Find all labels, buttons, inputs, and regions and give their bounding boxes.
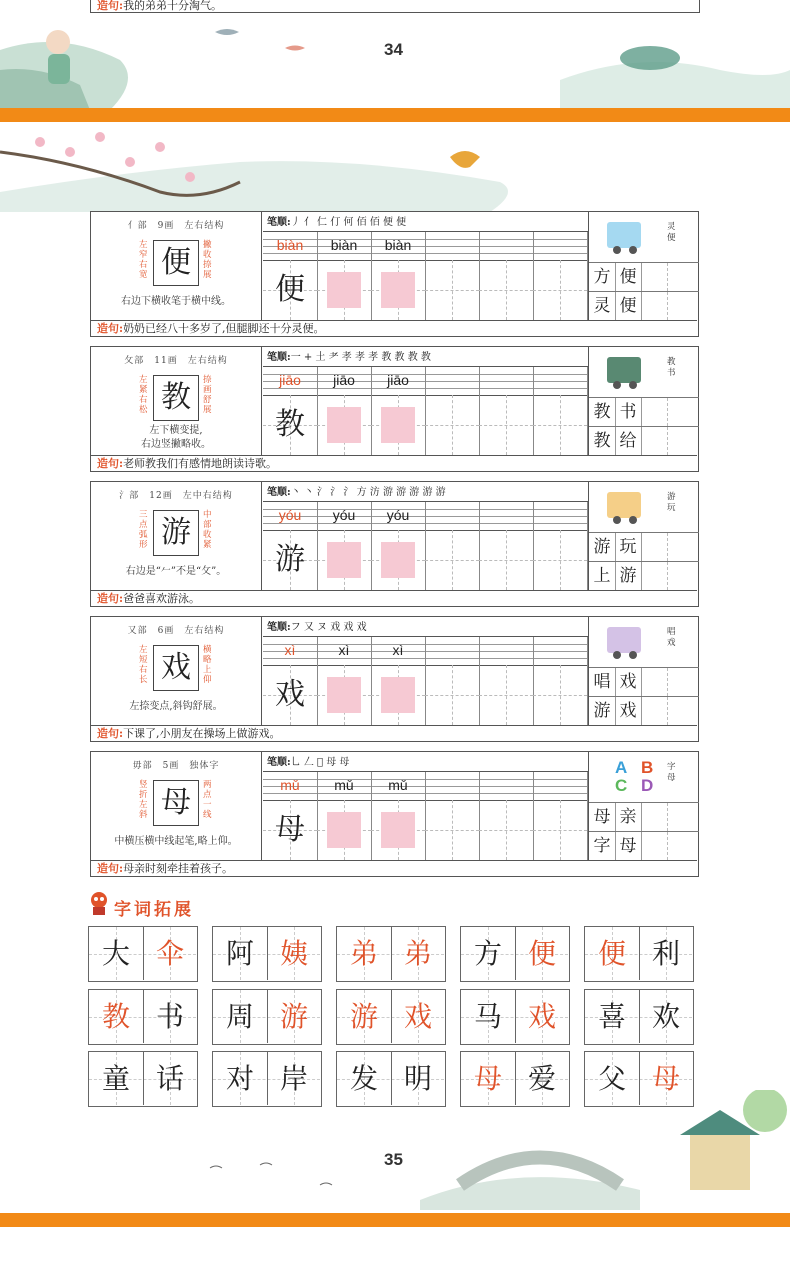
pinyin-text: mǔ xyxy=(388,777,408,793)
model-character: 教 xyxy=(275,407,305,442)
word-char: 给 xyxy=(615,427,642,455)
word-character: 对 xyxy=(213,1052,268,1105)
stroke-order xyxy=(263,349,588,367)
trace-character-2 xyxy=(381,812,415,848)
word-blank xyxy=(641,533,668,561)
writing-tip: 中横压横中线起笔,略上仰。 xyxy=(114,836,238,847)
writing-tip: 右边是“𠂉”不是“攵”。 xyxy=(125,566,227,577)
writing-note-left: 三点弧形 xyxy=(139,510,148,550)
word-box xyxy=(88,989,198,1045)
word-rows xyxy=(589,262,699,320)
sentence-label: 造句: xyxy=(97,592,124,605)
writing-cell xyxy=(479,260,534,320)
grid-dash-v xyxy=(506,260,507,320)
word-character: 姨 xyxy=(279,937,308,970)
main-character: 游 xyxy=(153,510,199,556)
pinyin-cell xyxy=(479,367,534,395)
grid-dash-v xyxy=(452,665,453,725)
word-rows xyxy=(589,397,699,455)
stroke-sequence: 丿 亻 仁 仃 何 佰 佰 便 便 xyxy=(290,217,407,228)
word-box xyxy=(336,926,446,982)
pinyin-cell xyxy=(425,367,480,395)
alphabet-illustration xyxy=(597,756,653,798)
sentence-label: 造句: xyxy=(97,862,124,875)
word-practice xyxy=(588,617,699,725)
pinyin-grid xyxy=(263,772,588,801)
word-char: 游 xyxy=(615,562,642,590)
radical-strokes-structure: 氵部 12画 左中右结构 xyxy=(119,491,233,501)
word-rows xyxy=(589,532,699,590)
stroke-sequence: 一 + 土 耂 孝 孝 孝 教 教 教 教 xyxy=(290,352,431,363)
landscape-illustration-top xyxy=(0,10,790,110)
example-sentence xyxy=(91,455,697,471)
pinyin-text: yóu xyxy=(386,507,410,523)
word-row xyxy=(589,426,699,456)
word-blank xyxy=(667,533,693,561)
word-character: 便 xyxy=(585,927,640,980)
word-character: 爱 xyxy=(527,1062,556,1095)
word-blank xyxy=(641,427,668,455)
main-character: 便 xyxy=(153,240,199,286)
character-info xyxy=(91,752,262,860)
word-char: 上 xyxy=(589,562,616,590)
stroke-order xyxy=(263,484,588,502)
alphabet-letter: C xyxy=(615,776,628,795)
sentence-text: 爸爸喜欢游泳。 xyxy=(123,592,201,605)
writing-note-right: 横略上仰 xyxy=(203,645,212,685)
writing-cell xyxy=(479,395,534,455)
pinyin-cell xyxy=(533,232,588,260)
word-character: 话 xyxy=(155,1062,184,1095)
word-character: 弟 xyxy=(337,927,392,980)
word-character: 游 xyxy=(337,990,392,1043)
stroke-label: 笔顺: xyxy=(267,217,291,228)
word-illustration xyxy=(597,216,653,258)
pinyin-text: yóu xyxy=(278,507,302,523)
word-char: 戏 xyxy=(615,697,642,725)
page-divider-bar-bottom xyxy=(0,1213,790,1227)
writing-tip: 右边竖撇略收。 xyxy=(141,439,211,450)
word-char: 母 xyxy=(615,832,642,860)
word-box xyxy=(336,989,446,1045)
word-row xyxy=(589,667,699,697)
character-info xyxy=(91,617,262,725)
writing-cell xyxy=(425,395,480,455)
grid-dash-v xyxy=(506,395,507,455)
word-blank xyxy=(667,562,693,590)
writing-cell xyxy=(479,530,534,590)
alphabet-letter: D xyxy=(641,776,654,795)
word-character: 父 xyxy=(585,1052,640,1105)
word-box xyxy=(212,989,322,1045)
word-character: 母 xyxy=(651,1062,680,1095)
stroke-label: 笔顺: xyxy=(267,487,291,498)
writing-note-right: 两点一线 xyxy=(203,780,212,820)
writing-note-left: 左紧右松 xyxy=(139,375,148,415)
word-character: 马 xyxy=(461,990,516,1043)
pinyin-text: jiāo xyxy=(333,372,355,388)
writing-cell xyxy=(479,665,534,725)
sentence-text: 下课了,小朋友在操场上做游戏。 xyxy=(123,727,281,740)
word-character: 游 xyxy=(279,1000,308,1033)
word-row xyxy=(589,696,699,726)
word-practice xyxy=(588,212,699,320)
pinyin-cell xyxy=(533,637,588,665)
trace-character-1 xyxy=(327,542,361,578)
radical-strokes-structure: 又部 6画 左右结构 xyxy=(127,626,225,636)
word-character: 明 xyxy=(403,1062,432,1095)
sentence-text: 奶奶已经八十多岁了,但腿脚还十分灵便。 xyxy=(123,322,325,335)
writing-note-left: 竖折左斜 xyxy=(139,780,148,820)
word-character: 书 xyxy=(155,1000,184,1033)
sentence-text: 我的弟弟十分淘气。 xyxy=(123,0,223,12)
stroke-order xyxy=(263,214,588,232)
pinyin-text: xì xyxy=(338,642,350,658)
word-blank xyxy=(641,803,668,831)
word-character: 便 xyxy=(527,937,556,970)
radical-strokes-structure: 攵部 11画 左右结构 xyxy=(124,356,228,366)
alphabet-letter: A xyxy=(615,758,628,777)
sentence-label: 造句: xyxy=(97,727,124,740)
word-character: 阿 xyxy=(213,927,268,980)
word-character: 童 xyxy=(89,1052,144,1105)
word-box xyxy=(460,926,570,982)
pinyin-cell xyxy=(425,232,480,260)
stroke-order xyxy=(263,754,588,772)
word-row xyxy=(589,802,699,832)
sentence-label: 造句: xyxy=(97,457,124,470)
pinyin-text: biàn xyxy=(276,237,304,253)
word-char: 母 xyxy=(589,803,616,831)
stroke-sequence: 乚 𠃋 𠄐 母 母 xyxy=(290,757,350,768)
pinyin-cell xyxy=(479,232,534,260)
alphabet-letter: B xyxy=(641,758,654,777)
word-blank xyxy=(667,427,693,455)
pinyin-text: mǔ xyxy=(334,777,354,793)
writing-tip: 左捺变点,斜钩舒展。 xyxy=(129,701,223,712)
word-row xyxy=(589,397,699,427)
word-rows xyxy=(589,667,699,725)
word-char: 玩 xyxy=(615,533,642,561)
trace-character-1 xyxy=(327,407,361,443)
model-character: 母 xyxy=(275,812,305,847)
trace-character-2 xyxy=(381,677,415,713)
word-blank xyxy=(641,398,668,426)
word-char: 方 xyxy=(589,263,616,291)
pinyin-cell xyxy=(479,637,534,665)
word-char: 便 xyxy=(615,263,642,291)
example-sentence xyxy=(91,590,697,606)
word-box xyxy=(584,989,694,1045)
pinyin-grid xyxy=(263,367,588,396)
grid-dash-v xyxy=(452,260,453,320)
writing-grid xyxy=(263,800,588,860)
word-character: 利 xyxy=(651,937,680,970)
illustration-label: 游玩 xyxy=(667,492,676,513)
page-number-35: 35 xyxy=(384,1150,403,1169)
character-card xyxy=(90,616,699,742)
trace-character-1 xyxy=(327,677,361,713)
stroke-label: 笔顺: xyxy=(267,352,291,363)
word-blank xyxy=(667,803,693,831)
writing-note-right: 撇收捺展 xyxy=(203,240,212,280)
character-info xyxy=(91,347,262,455)
pinyin-text: mǔ xyxy=(280,777,300,793)
word-row xyxy=(589,532,699,562)
pinyin-cell xyxy=(425,637,480,665)
writing-cell xyxy=(425,665,480,725)
mascot-icon xyxy=(88,890,110,916)
writing-note-right: 中部收紧 xyxy=(203,510,212,550)
character-info xyxy=(91,482,262,590)
word-character: 伞 xyxy=(155,937,184,970)
word-char: 戏 xyxy=(615,668,642,696)
word-character: 方 xyxy=(461,927,516,980)
stroke-sequence: 丶 丶 氵 氵 氵 方 汸 游 游 游 游 游 xyxy=(290,487,446,498)
pinyin-grid xyxy=(263,232,588,261)
page-number-34: 34 xyxy=(384,40,403,59)
word-char: 教 xyxy=(589,398,616,426)
writing-note-left: 左短右长 xyxy=(139,645,148,685)
grid-dash-v xyxy=(506,530,507,590)
main-character: 戏 xyxy=(153,645,199,691)
word-illustration xyxy=(597,486,653,528)
word-char: 教 xyxy=(589,427,616,455)
writing-grid xyxy=(263,530,588,590)
sentence-label: 造句: xyxy=(97,0,124,12)
pinyin-text: xì xyxy=(284,642,296,658)
grid-dash-v xyxy=(452,395,453,455)
word-char: 便 xyxy=(615,292,642,320)
writing-grid xyxy=(263,260,588,320)
word-practice xyxy=(588,482,699,590)
grid-dash-v xyxy=(506,665,507,725)
word-char: 灵 xyxy=(589,292,616,320)
word-char: 书 xyxy=(615,398,642,426)
word-char: 唱 xyxy=(589,668,616,696)
writing-cell xyxy=(425,800,480,860)
illustration-label: 字母 xyxy=(667,762,676,783)
word-blank xyxy=(667,398,693,426)
pinyin-cell xyxy=(479,502,534,530)
pinyin-text: jiāo xyxy=(387,372,409,388)
word-illustration xyxy=(597,621,653,663)
trace-character-1 xyxy=(327,272,361,308)
word-blank xyxy=(667,263,693,291)
writing-note-right: 捺画舒展 xyxy=(203,375,212,415)
pinyin-text: biàn xyxy=(384,237,412,253)
grid-dash-v xyxy=(560,530,561,590)
word-blank xyxy=(667,292,693,320)
writing-cell xyxy=(533,395,588,455)
example-sentence xyxy=(91,725,697,741)
illustration-label: 灵便 xyxy=(667,222,676,243)
pinyin-cell xyxy=(533,772,588,800)
pinyin-cell xyxy=(425,772,480,800)
stroke-order xyxy=(263,619,588,637)
pinyin-grid xyxy=(263,502,588,531)
word-blank xyxy=(641,832,668,860)
pinyin-grid xyxy=(263,637,588,666)
word-character: 母 xyxy=(461,1052,516,1105)
word-box xyxy=(584,926,694,982)
model-character: 戏 xyxy=(275,677,305,712)
word-blank xyxy=(641,697,668,725)
pinyin-text: biàn xyxy=(330,237,358,253)
writing-tip: 右边下横收笔于横中线。 xyxy=(121,296,231,307)
word-practice xyxy=(588,752,699,860)
grid-dash-v xyxy=(560,260,561,320)
illustration-label: 教书 xyxy=(667,357,676,378)
trace-character-2 xyxy=(381,407,415,443)
word-blank xyxy=(667,832,693,860)
word-row xyxy=(589,831,699,861)
grid-dash-v xyxy=(506,800,507,860)
word-blank xyxy=(641,263,668,291)
word-character: 欢 xyxy=(651,1000,680,1033)
sentence-label: 造句: xyxy=(97,322,124,335)
writing-cell xyxy=(533,260,588,320)
pinyin-cell xyxy=(479,772,534,800)
writing-cell xyxy=(533,665,588,725)
word-character: 喜 xyxy=(585,990,640,1043)
word-row xyxy=(589,561,699,591)
trace-character-2 xyxy=(381,272,415,308)
pinyin-cell xyxy=(533,502,588,530)
pinyin-text: yóu xyxy=(332,507,356,523)
writing-note-left: 左窄右宽 xyxy=(139,240,148,280)
trace-character-1 xyxy=(327,812,361,848)
example-sentence xyxy=(91,860,697,876)
blossom-branch-illustration xyxy=(0,122,790,212)
word-box xyxy=(460,989,570,1045)
example-sentence xyxy=(91,320,697,336)
word-expansion-title: 字词拓展 xyxy=(114,900,194,920)
stroke-label: 笔顺: xyxy=(267,622,291,633)
word-character: 教 xyxy=(89,990,144,1043)
main-character: 母 xyxy=(153,780,199,826)
pinyin-cell xyxy=(425,502,480,530)
word-practice xyxy=(588,347,699,455)
character-card xyxy=(90,346,699,472)
grid-dash-v xyxy=(560,395,561,455)
word-rows xyxy=(589,802,699,860)
character-card xyxy=(90,751,699,877)
pinyin-cell xyxy=(533,367,588,395)
trace-character-2 xyxy=(381,542,415,578)
page-divider-bar xyxy=(0,108,790,122)
word-blank xyxy=(641,562,668,590)
stroke-label: 笔顺: xyxy=(267,757,291,768)
model-character: 便 xyxy=(275,272,305,307)
grid-dash-v xyxy=(452,800,453,860)
character-card xyxy=(90,211,699,337)
writing-tip: 左下横变提, xyxy=(149,425,203,436)
writing-grid xyxy=(263,665,588,725)
main-character: 教 xyxy=(153,375,199,421)
grid-dash-v xyxy=(560,800,561,860)
word-char: 字 xyxy=(589,832,616,860)
stroke-sequence: フ 又 ヌ 戏 戏 戏 xyxy=(290,622,367,633)
word-blank xyxy=(641,292,668,320)
character-info xyxy=(91,212,262,320)
word-char: 游 xyxy=(589,533,616,561)
grid-dash-v xyxy=(560,665,561,725)
word-character: 戏 xyxy=(527,1000,556,1033)
word-character: 弟 xyxy=(403,937,432,970)
character-card xyxy=(90,481,699,607)
word-row xyxy=(589,291,699,321)
writing-cell xyxy=(533,800,588,860)
word-blank xyxy=(667,697,693,725)
word-character: 戏 xyxy=(403,1000,432,1033)
word-box xyxy=(88,926,198,982)
word-blank xyxy=(641,668,668,696)
radical-strokes-structure: 毋部 5画 独体字 xyxy=(132,761,220,771)
pinyin-text: xì xyxy=(392,642,404,658)
word-char: 亲 xyxy=(615,803,642,831)
writing-cell xyxy=(533,530,588,590)
writing-cell xyxy=(479,800,534,860)
word-character: 岸 xyxy=(279,1062,308,1095)
word-row xyxy=(589,262,699,292)
word-illustration xyxy=(597,351,653,393)
word-char: 游 xyxy=(589,697,616,725)
model-character: 游 xyxy=(275,542,305,577)
writing-grid xyxy=(263,395,588,455)
word-blank xyxy=(667,668,693,696)
radical-strokes-structure: 亻部 9画 左右结构 xyxy=(127,221,225,231)
word-character: 发 xyxy=(337,1052,392,1105)
sentence-text: 母亲时刻牵挂着孩子。 xyxy=(123,862,234,875)
writing-cell xyxy=(425,530,480,590)
sentence-text: 老师教我们有感情地朗读诗歌。 xyxy=(123,457,278,470)
pinyin-text: jiāo xyxy=(279,372,301,388)
word-character: 周 xyxy=(213,990,268,1043)
grid-dash-v xyxy=(452,530,453,590)
illustration-label: 唱戏 xyxy=(667,627,676,648)
word-character: 大 xyxy=(89,927,144,980)
word-box xyxy=(212,926,322,982)
writing-cell xyxy=(425,260,480,320)
